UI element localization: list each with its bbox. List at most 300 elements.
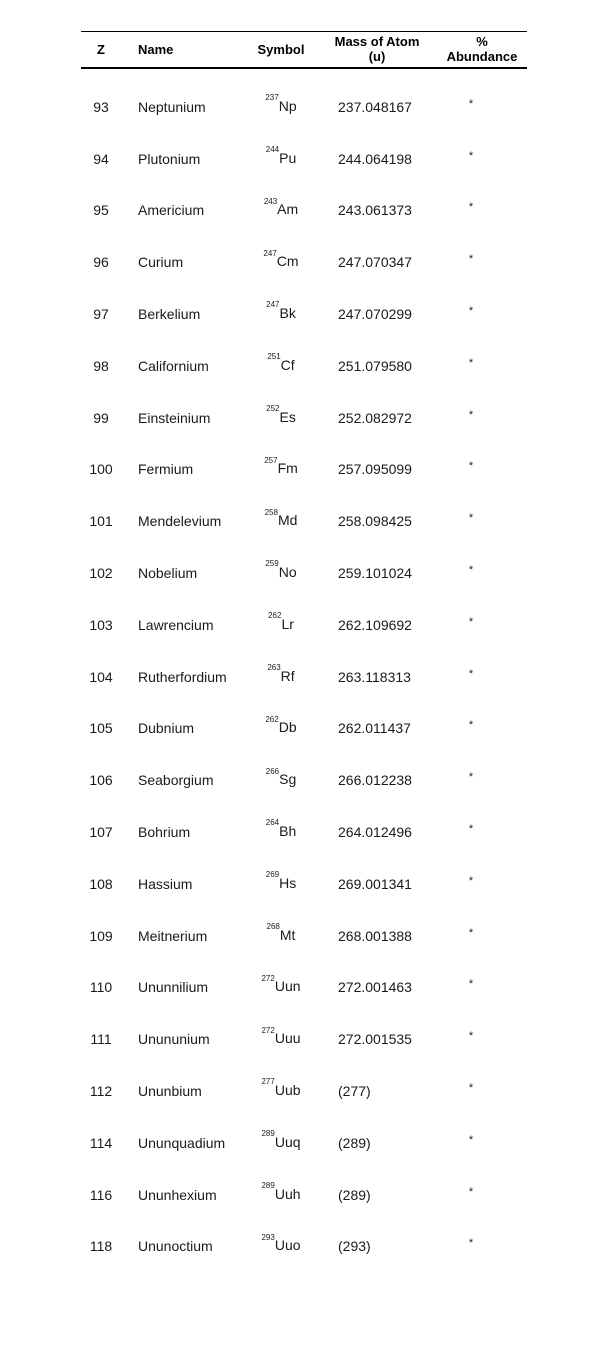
cell-z — [81, 236, 121, 288]
cell-name — [138, 185, 248, 237]
table-row — [81, 133, 527, 185]
atomic-mass: (289) — [338, 1134, 371, 1151]
isotope-symbol — [265, 93, 297, 116]
table-row — [81, 1065, 527, 1117]
atomic-mass: 272.001535 — [338, 1031, 412, 1048]
cell-abundance — [461, 1221, 481, 1273]
cell-symbol — [251, 599, 311, 651]
cell-abundance — [461, 1013, 481, 1065]
isotope-symbol — [268, 611, 294, 634]
cell-z — [81, 910, 121, 962]
cell-mass — [338, 133, 438, 185]
table-row — [81, 495, 527, 547]
abundance-marker: * — [468, 874, 474, 887]
cell-mass — [338, 806, 438, 858]
cell-symbol — [251, 236, 311, 288]
cell-abundance — [461, 599, 481, 651]
cell-z — [81, 392, 121, 444]
abundance-marker: * — [468, 1133, 474, 1146]
element-symbol: Uuu — [274, 1030, 301, 1047]
atomic-number: 97 — [93, 306, 109, 323]
cell-z — [81, 81, 121, 133]
element-name: Ununoctium — [138, 1238, 213, 1255]
table-row — [81, 599, 527, 651]
cell-name — [138, 340, 248, 392]
cell-abundance — [461, 81, 481, 133]
element-symbol: Lr — [281, 615, 294, 632]
element-symbol: Cm — [276, 253, 299, 270]
mass-number: 272 — [261, 1025, 275, 1035]
element-symbol: Rf — [280, 667, 295, 684]
element-symbol: Uuq — [274, 1133, 301, 1150]
atomic-number: 110 — [89, 979, 113, 996]
atomic-mass: (277) — [338, 1083, 371, 1100]
cell-symbol — [251, 1169, 311, 1221]
element-symbol: Db — [278, 719, 297, 736]
table-row — [81, 288, 527, 340]
isotope-symbol — [265, 766, 297, 789]
mass-number: 289 — [261, 1129, 275, 1139]
mass-number: 266 — [265, 766, 280, 776]
isotope-symbol — [261, 1129, 301, 1152]
table-row — [81, 340, 527, 392]
abundance-marker: * — [468, 926, 474, 939]
cell-symbol — [251, 962, 311, 1014]
atomic-mass: 251.079580 — [338, 357, 412, 374]
isotope-symbol — [267, 663, 295, 686]
element-symbol: Fm — [277, 460, 298, 477]
isotope-symbol — [261, 1180, 301, 1204]
atomic-number: 118 — [89, 1238, 113, 1255]
atomic-number: 111 — [90, 1031, 112, 1048]
cell-z — [81, 1013, 121, 1065]
cell-name — [138, 1169, 248, 1221]
atomic-number: 100 — [89, 461, 113, 478]
cell-z — [81, 133, 121, 185]
cell-z — [81, 703, 121, 755]
isotope-symbol — [261, 1025, 301, 1048]
header-z — [81, 31, 121, 67]
element-symbol: Es — [279, 408, 296, 425]
abundance-marker: * — [468, 719, 474, 732]
cell-abundance — [461, 547, 481, 599]
element-symbol: Bh — [279, 823, 297, 840]
mass-number: 263 — [267, 663, 281, 672]
cell-z — [81, 1169, 121, 1221]
abundance-marker: * — [468, 1082, 474, 1095]
atomic-number: 99 — [93, 409, 109, 426]
cell-name — [138, 1013, 248, 1065]
abundance-marker: * — [468, 460, 474, 473]
abundance-marker: * — [468, 408, 474, 421]
header-mass-line1: Mass of Atom — [334, 34, 420, 49]
cell-symbol — [251, 1065, 311, 1117]
table-row — [81, 1013, 527, 1065]
cell-abundance — [461, 703, 481, 755]
cell-mass — [338, 754, 438, 806]
cell-symbol — [251, 858, 311, 910]
cell-symbol — [251, 703, 311, 755]
table-body — [81, 81, 527, 1272]
mass-number: 272 — [261, 973, 275, 983]
cell-z — [81, 962, 121, 1014]
mass-number: 243 — [263, 196, 278, 206]
cell-symbol — [251, 185, 311, 237]
cell-z — [81, 185, 121, 237]
cell-mass — [338, 1221, 438, 1273]
cell-mass — [338, 444, 438, 496]
mass-number: 247 — [266, 300, 280, 310]
cell-mass — [338, 1117, 438, 1169]
atomic-mass: 237.048167 — [338, 98, 412, 115]
cell-symbol — [251, 1117, 311, 1169]
mass-number: 262 — [265, 714, 279, 724]
cell-mass — [338, 910, 438, 962]
element-name: Rutherfordium — [138, 668, 227, 685]
cell-z — [81, 754, 121, 806]
atomic-mass: 252.082972 — [338, 409, 412, 426]
element-name: Einsteinium — [138, 409, 211, 426]
cell-abundance — [461, 858, 481, 910]
atomic-number: 116 — [89, 1186, 113, 1203]
mass-number: 251 — [267, 352, 281, 362]
cell-symbol — [251, 495, 311, 547]
atomic-mass: 272.001463 — [338, 979, 412, 996]
cell-symbol — [251, 444, 311, 496]
cell-mass — [338, 288, 438, 340]
atomic-number: 96 — [93, 254, 109, 271]
cell-symbol — [251, 340, 311, 392]
isotope-symbol — [265, 559, 297, 582]
cell-abundance — [461, 754, 481, 806]
atomic-number: 95 — [93, 202, 109, 219]
cell-mass — [338, 962, 438, 1014]
header-mass-line2: (u) — [368, 49, 386, 64]
header-symbol — [249, 31, 313, 67]
header-abundance-line1: % — [476, 34, 488, 49]
cell-name — [138, 392, 248, 444]
cell-symbol — [251, 1013, 311, 1065]
atomic-number: 102 — [89, 565, 113, 582]
header-mass — [325, 31, 429, 67]
atomic-mass: 247.070299 — [338, 306, 412, 323]
cell-name — [138, 910, 248, 962]
atomic-mass: 243.061373 — [338, 202, 412, 219]
cell-name — [138, 806, 248, 858]
atomic-mass: 257.095099 — [338, 461, 412, 478]
atomic-number: 94 — [93, 150, 109, 167]
table-row — [81, 703, 527, 755]
cell-name — [138, 754, 248, 806]
table-row — [81, 1117, 527, 1169]
element-symbol: Am — [277, 201, 299, 218]
cell-symbol — [251, 1221, 311, 1273]
cell-symbol — [251, 910, 311, 962]
cell-z — [81, 651, 121, 703]
cell-abundance — [461, 288, 481, 340]
element-name: Hassium — [138, 875, 193, 892]
cell-z — [81, 495, 121, 547]
cell-mass — [338, 547, 438, 599]
cell-symbol — [251, 288, 311, 340]
table-header-rule — [81, 67, 527, 69]
atomic-mass: 268.001388 — [338, 927, 412, 944]
atomic-number: 98 — [93, 357, 109, 374]
cell-abundance — [461, 806, 481, 858]
element-name: Neptunium — [138, 98, 206, 115]
element-name: Californium — [138, 357, 209, 374]
element-symbol: Uuh — [274, 1185, 301, 1202]
table-row — [81, 962, 527, 1014]
element-symbol: Uuo — [274, 1237, 301, 1254]
mass-number: 259 — [265, 559, 279, 569]
cell-mass — [338, 1169, 438, 1221]
cell-abundance — [461, 236, 481, 288]
isotope-symbol — [265, 870, 297, 893]
element-name: Nobelium — [138, 565, 198, 582]
atomic-number: 104 — [89, 668, 113, 685]
isotope-symbol — [261, 1077, 301, 1100]
cell-name — [138, 703, 248, 755]
cell-z — [81, 1065, 121, 1117]
atomic-mass: 266.012238 — [338, 772, 412, 789]
atomic-number: 114 — [89, 1134, 113, 1151]
isotope-symbol — [267, 352, 295, 375]
element-name: Plutonium — [138, 150, 201, 167]
isotope-symbol — [264, 507, 298, 530]
atomic-number: 112 — [89, 1083, 113, 1100]
atomic-mass: 262.109692 — [338, 616, 412, 633]
cell-z — [81, 1221, 121, 1273]
element-name: Bohrium — [138, 824, 191, 841]
element-name: Ununhexium — [138, 1186, 217, 1203]
cell-z — [81, 340, 121, 392]
header-name-label: Name — [138, 41, 174, 57]
isotope-symbol — [264, 455, 298, 478]
cell-abundance — [461, 1169, 481, 1221]
cell-symbol — [251, 392, 311, 444]
header-name — [138, 31, 238, 67]
abundance-marker: * — [468, 667, 474, 680]
table-row — [81, 858, 527, 910]
mass-number: 258 — [264, 507, 278, 517]
table-row — [81, 444, 527, 496]
mass-number: 244 — [265, 145, 280, 155]
abundance-marker: * — [468, 512, 474, 525]
cell-name — [138, 133, 248, 185]
mass-number: 252 — [266, 404, 280, 414]
cell-mass — [338, 495, 438, 547]
cell-symbol — [251, 81, 311, 133]
element-symbol: Pu — [279, 149, 297, 166]
atomic-mass: (289) — [338, 1186, 371, 1203]
isotope-symbol — [263, 248, 299, 271]
cell-z — [81, 806, 121, 858]
mass-number: 293 — [261, 1232, 275, 1242]
cell-symbol — [251, 754, 311, 806]
element-symbol: Np — [278, 97, 297, 114]
cell-mass — [338, 340, 438, 392]
cell-name — [138, 444, 248, 496]
cell-z — [81, 288, 121, 340]
table-row — [81, 1169, 527, 1221]
table-row — [81, 1221, 527, 1273]
element-symbol: Uub — [274, 1082, 301, 1099]
cell-mass — [338, 1065, 438, 1117]
atomic-mass: 258.098425 — [338, 513, 412, 530]
atomic-mass: 269.001341 — [338, 875, 412, 892]
isotope-symbol — [266, 921, 296, 945]
mass-number: 277 — [261, 1077, 275, 1087]
isotope-symbol — [266, 404, 296, 427]
cell-name — [138, 495, 248, 547]
cell-name — [138, 651, 248, 703]
cell-z — [81, 858, 121, 910]
abundance-marker: * — [468, 771, 474, 784]
atomic-mass: 259.101024 — [338, 565, 412, 582]
element-name: Ununnilium — [138, 979, 209, 996]
isotope-symbol — [265, 818, 297, 841]
cell-name — [138, 1117, 248, 1169]
cell-symbol — [251, 133, 311, 185]
cell-abundance — [461, 1065, 481, 1117]
abundance-marker: * — [468, 1030, 474, 1043]
isotope-symbol — [265, 714, 297, 737]
isotope-symbol — [261, 1232, 301, 1255]
cell-mass — [338, 703, 438, 755]
mass-number: 247 — [263, 248, 277, 258]
cell-mass — [338, 236, 438, 288]
atomic-number: 109 — [89, 927, 113, 944]
atomic-mass: 264.012496 — [338, 824, 412, 841]
element-name: Ununbium — [138, 1083, 202, 1100]
cell-abundance — [461, 910, 481, 962]
atomic-number: 107 — [89, 824, 113, 841]
cell-name — [138, 547, 248, 599]
cell-mass — [338, 599, 438, 651]
mass-number: 237 — [265, 93, 279, 103]
element-name: Dubnium — [138, 720, 195, 737]
element-symbol: Cf — [280, 356, 295, 373]
element-symbol: Mt — [279, 926, 296, 943]
cell-name — [138, 1221, 248, 1273]
abundance-marker: * — [468, 356, 474, 369]
cell-name — [138, 236, 248, 288]
cell-name — [138, 962, 248, 1014]
cell-mass — [338, 651, 438, 703]
cell-z — [81, 1117, 121, 1169]
atomic-number: 108 — [89, 875, 113, 892]
element-name: Meitnerium — [138, 927, 208, 944]
cell-name — [138, 1065, 248, 1117]
abundance-marker: * — [468, 201, 474, 214]
cell-abundance — [461, 444, 481, 496]
element-name: Americium — [138, 202, 205, 219]
abundance-marker: * — [468, 823, 474, 836]
atomic-number: 101 — [89, 513, 113, 530]
abundance-marker: * — [468, 1237, 474, 1250]
cell-abundance — [461, 392, 481, 444]
header-symbol-label: Symbol — [257, 41, 305, 57]
table-row — [81, 547, 527, 599]
atomic-mass: 263.118313 — [338, 668, 411, 685]
cell-name — [138, 599, 248, 651]
cell-abundance — [461, 651, 481, 703]
mass-number: 289 — [261, 1180, 275, 1190]
table-row — [81, 236, 527, 288]
cell-mass — [338, 185, 438, 237]
table-row — [81, 910, 527, 962]
atomic-number: 93 — [93, 98, 109, 115]
table-row — [81, 651, 527, 703]
isotope-symbol — [265, 145, 297, 168]
element-symbol: Hs — [279, 874, 297, 891]
mass-number: 264 — [265, 818, 280, 828]
atomic-number: 103 — [89, 616, 113, 633]
element-name: Seaborgium — [138, 772, 214, 789]
cell-z — [81, 547, 121, 599]
isotope-symbol — [263, 196, 299, 219]
cell-abundance — [461, 962, 481, 1014]
header-abundance — [439, 31, 525, 67]
element-symbol: Bk — [279, 305, 296, 322]
abundance-marker: * — [468, 564, 474, 577]
atomic-number: 106 — [89, 772, 113, 789]
cell-mass — [338, 858, 438, 910]
mass-number: 262 — [268, 611, 282, 621]
cell-name — [138, 81, 248, 133]
cell-abundance — [461, 133, 481, 185]
cell-abundance — [461, 495, 481, 547]
isotope-symbol — [266, 300, 296, 323]
table-row — [81, 754, 527, 806]
cell-mass — [338, 1013, 438, 1065]
cell-abundance — [461, 340, 481, 392]
element-name: Berkelium — [138, 306, 201, 323]
cell-abundance — [461, 1117, 481, 1169]
header-z-label: Z — [97, 41, 105, 57]
abundance-marker: * — [468, 97, 474, 110]
element-name: Unununium — [138, 1031, 210, 1048]
element-symbol: Sg — [279, 771, 297, 788]
cell-z — [81, 444, 121, 496]
element-name: Lawrencium — [138, 616, 214, 633]
abundance-marker: * — [468, 253, 474, 266]
atomic-mass: 244.064198 — [338, 150, 412, 167]
table-header — [81, 31, 527, 67]
cell-symbol — [251, 651, 311, 703]
mass-number: 269 — [265, 870, 280, 880]
atomic-mass: 247.070347 — [338, 254, 412, 271]
mass-number: 257 — [264, 455, 278, 465]
isotope-symbol — [261, 973, 301, 996]
element-name: Curium — [138, 254, 184, 271]
cell-mass — [338, 392, 438, 444]
cell-abundance — [461, 185, 481, 237]
atomic-mass: 262.011437 — [338, 720, 411, 737]
element-name: Ununquadium — [138, 1134, 226, 1151]
abundance-marker: * — [468, 305, 474, 318]
table-row — [81, 806, 527, 858]
cell-symbol — [251, 806, 311, 858]
element-name: Mendelevium — [138, 513, 222, 530]
element-symbol: Uun — [274, 978, 301, 995]
table-row — [81, 81, 527, 133]
abundance-marker: * — [468, 615, 474, 628]
abundance-marker: * — [468, 978, 474, 991]
cell-z — [81, 599, 121, 651]
abundance-marker: * — [468, 1185, 474, 1198]
